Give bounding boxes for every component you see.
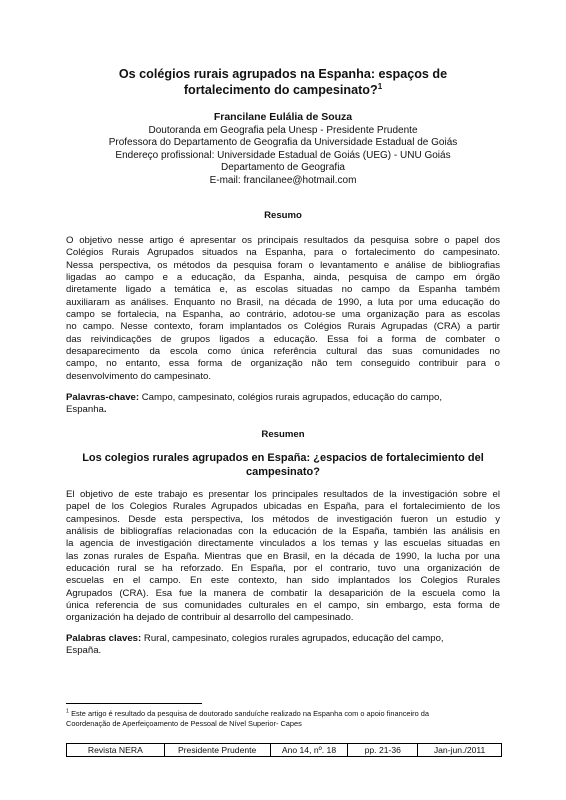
resumen-line: la agencia de investigación directamente vinculados a los temas y las escuelas situadas en: [66, 538, 500, 550]
journal-footer: [66, 743, 502, 757]
author-email: E-mail: francilanee@hotmail.com: [209, 174, 357, 186]
resumo-line: Nessa perspectiva, os métodos da pesquisa foram o levantamento e análise de bibliografias: [66, 259, 500, 271]
resumo-paragraph: [66, 235, 500, 383]
palabras-claves-label: Palabras claves:: [66, 633, 142, 644]
article-title-line-2: fortalecimento do campesinato?: [183, 83, 378, 97]
author-affiliation: [60, 125, 506, 187]
article-title-line-1: Os colégios rurais agrupados na Espanha: espaços de: [118, 67, 448, 81]
palavras-chave: [66, 392, 500, 417]
palabras-claves: [66, 633, 500, 658]
resumen-line: única referencia de sus comunidades culturales en el campo, sin embargo, esta forma de: [66, 600, 500, 612]
journal-city: Presidente Prudente: [164, 744, 270, 757]
resumen-title: [66, 451, 500, 479]
resumo-line: ligadas ao campo e a educação, da Espanha, ainda, pesquisa de campo em órgão: [66, 272, 500, 284]
footnote: [66, 709, 506, 729]
resumo-line: desaparecimento da escola como única referência cultural das suas comunidades no: [66, 346, 500, 358]
palavras-chave-line-1: [66, 392, 500, 404]
palavras-chave-text-2: Espanha: [66, 404, 104, 416]
article-title-line-2-wrap: [60, 82, 506, 98]
resumen-line: escuelas en el campo. En este contexto, han sido implantados los Colegios Rurales: [66, 575, 500, 587]
footnote-mark: 1: [66, 708, 70, 715]
footnote-text: Este artigo é resultado da pesquisa de doutorado sanduíche realizado na Espanha com o apoio financeiro da: [69, 709, 429, 718]
journal-pages: pp. 21-36: [348, 744, 418, 757]
resumen-line: papel de los Colegios Rurales Agrupados ubicadas en España, para el fortalecimiento de los: [66, 501, 500, 513]
resumen-title-line-1: Los colegios rurales agrupados en España: ¿espacios de fortalecimiento del: [82, 452, 484, 464]
affiliation-line: Doutoranda em Geografia pela Unesp - Presidente Prudente: [148, 125, 418, 136]
resumo-line: desenvolvimento do campesinato.: [66, 370, 212, 382]
resumen-line: las zonas rurales de España. Mientras que en Brasil, en la década de 1990, la lucha por una: [66, 550, 500, 562]
palabras-claves-line-1: [66, 633, 500, 645]
resumen-line: análisis de bibliografías relacionadas con la educación de la España, también las análisis en: [66, 526, 500, 538]
journal-footer-row: [67, 744, 502, 757]
palabras-claves-text: Rural, campesinato, colegios rurales agrupados, educação del campo,: [143, 633, 444, 644]
resumo-heading: Resumo: [264, 210, 302, 221]
resumen-line: campesinos. Desde esta perspectiva, los métodos de investigación fueron un estudio y: [66, 513, 500, 525]
resumen-title-line-2: campesinato?: [246, 466, 320, 478]
resumo-line: O objetivo nesse artigo é apresentar os principais resultados da pesquisa sobre o papel dos: [66, 235, 500, 246]
resumen-heading: Resumen: [261, 429, 305, 440]
journal-name: Revista NERA: [67, 744, 165, 757]
resumen-line: educación rural se ha reforzado. En España, por el contrario, tuvo una organización de: [66, 563, 500, 575]
footnote-line-1: [66, 709, 506, 719]
resumo-line: auxiliaram as análises. Enquanto no Brasil, na década de 1990, a luta por uma educação do: [66, 296, 500, 308]
footnote-divider: [66, 703, 202, 704]
resumen-paragraph: [66, 489, 500, 625]
title-footnote-mark: 1: [377, 81, 383, 91]
resumo-line: das reivindicações de grupos ligados a educação. Essa foi a forma de combater o: [66, 333, 500, 345]
resumo-line: Colégios Rurais Agrupados situados na Espanha, para o fortalecimento do campesinato.: [66, 247, 500, 259]
resumo-line: campo, no entanto, essa forma de organização não tem conseguido contribuir para o: [66, 358, 500, 370]
resumen-line: organización ha dejado de contribuir al desarrollo del campesinado.: [66, 612, 354, 624]
palavras-chave-end: .: [103, 404, 107, 416]
palabras-claves-line-2: España.: [66, 645, 102, 657]
journal-date: Jan-jun./2011: [418, 744, 502, 757]
footnote-line-2: Coordenação de Aperfeiçoamento de Pessoal de Nível Superior- Capes: [66, 719, 302, 729]
resumo-line: campo se fortalecia, na Espanha, ao contrário, adotou-se uma organização para as escolas: [66, 309, 500, 321]
author-name: Francilane Eulália de Souza: [213, 111, 353, 123]
resumen-line: Agrupados (CRA). Esa fue la manera de combatir la desaparición de la escuela como la: [66, 587, 500, 599]
article-title: [60, 66, 506, 98]
resumo-line: no campo. Nesse contexto, foram implantados os Colégios Rurais Agrupadas (CRA) a partir: [66, 321, 500, 333]
resumo-line: diretamente ligado a temática e, as escolas situadas no campo da Espanha também: [66, 284, 500, 296]
resumen-line: El objetivo de este trabajo es presentar los principales resultados de la investigación sobre el: [66, 489, 500, 500]
palavras-chave-label: Palavras-chave:: [66, 392, 140, 403]
affiliation-line: Endereço profissional: Universidade Estadual de Goiás (UEG) - UNU Goiás: [115, 149, 451, 161]
affiliation-line: Departamento de Geografia: [221, 162, 345, 174]
palavras-chave-line-2: [66, 404, 500, 416]
journal-issue: Ano 14, nº. 18: [270, 744, 348, 757]
palavras-chave-text: Campo, campesinato, colégios rurais agrupados, educação do campo,: [141, 392, 442, 403]
affiliation-line: Professora do Departamento de Geografia da Universidade Estadual de Goiás: [108, 137, 458, 149]
